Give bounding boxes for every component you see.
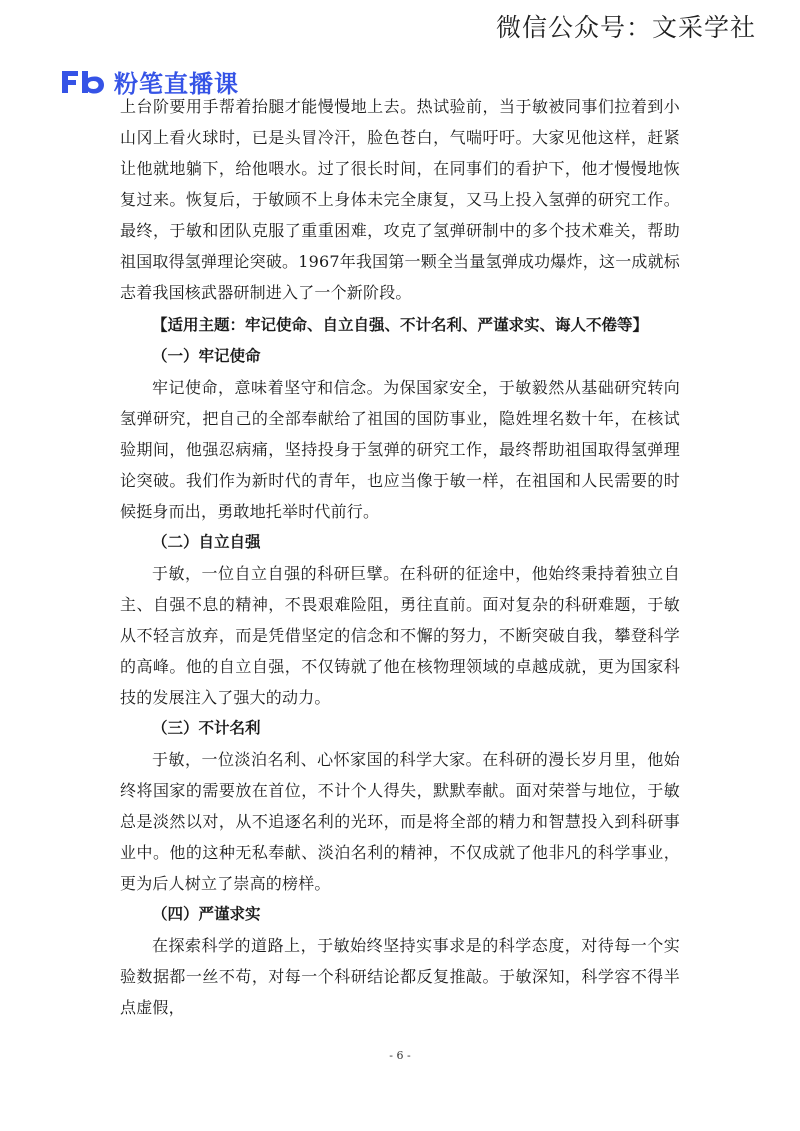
section-paragraph-mission: 牢记使命，意味着坚守和信念。为保国家安全，于敏毅然从基础研究转向氢弹研究，把自己的全部奉献给了祖国的国防事业，隐姓埋名数十年，在核试验期间，他强忍病痛，坚持投身于氢弹的研究工作，最终帮助祖国取得氢弹理论突破。我们作为新时代的青年，也应当像于敏一样，在祖国和人民需要的时候挺身而出，勇敢地托举时代前行。 bbox=[120, 378, 680, 521]
section-heading-selflessness: （三）不计名利 bbox=[152, 719, 261, 737]
section-heading-self-reliance: （二）自立自强 bbox=[152, 533, 261, 551]
page-number: - 6 - bbox=[389, 1049, 411, 1062]
intro-paragraph: 上台阶要用手帮着抬腿才能慢慢地上去。热试验前，当于敏被同事们拉着到小山冈上看火球时，已是头冒冷汗，脸色苍白，气喘吁吁。大家见他这样，赶紧让他就地躺下，给他喂水。过了很长时间，在同事们的看护下，他才慢慢地恢复过来。恢复后，于敏顾不上身体未完全康复，又马上投入氢弹的研究工作。最终，于敏和团队克服了重重困难，攻克了氢弹研制中的多个技术难关，帮助祖国取得氢弹理论突破。1967年我国第一颗全当量氢弹成功爆炸，这一成就标志着我国核武器研制进入了一个新阶段。 bbox=[120, 97, 680, 302]
section-heading-mission: （一）牢记使命 bbox=[152, 347, 261, 365]
document-body bbox=[120, 91, 680, 1023]
fenbi-logo-icon bbox=[60, 69, 106, 95]
brand-name: 粉笔直播课 bbox=[114, 70, 239, 98]
section-paragraph-self-reliance: 于敏，一位自立自强的科研巨擘。在科研的征途中，他始终秉持着独立自主、自强不息的精神，不畏艰难险阻，勇往直前。面对复杂的科研难题，于敏从不轻言放弃，而是凭借坚定的信念和不懈的努力，不断突破自我，攀登科学的高峰。他的自立自强，不仅铸就了他在核物理领域的卓越成就，更为国家科技的发展注入了强大的动力。 bbox=[120, 564, 680, 707]
watermark-text: 微信公众号：文采学社 bbox=[495, 13, 756, 42]
section-paragraph-selflessness: 于敏，一位淡泊名利、心怀家国的科学大家。在科研的漫长岁月里，他始终将国家的需要放在首位，不计个人得失，默默奉献。面对荣誉与地位，于敏总是淡然以对，从不追逐名利的光环，而是将全部的精力和智慧投入到科研事业中。他的这种无私奉献、淡泊名利的精神，不仅成就了他非凡的科学事业，更为后人树立了崇高的榜样。 bbox=[120, 750, 680, 893]
topic-line: 【适用主题：牢记使命、自立自强、不计名利、严谨求实、诲人不倦等】 bbox=[151, 316, 648, 334]
section-heading-rigor: （四）严谨求实 bbox=[152, 905, 261, 923]
section-paragraph-rigor: 在探索科学的道路上，于敏始终坚持实事求是的科学态度，对待每一个实验数据都一丝不苟，对每一个科研结论都反复推敲。于敏深知，科学容不得半点虚假， bbox=[120, 936, 680, 1017]
